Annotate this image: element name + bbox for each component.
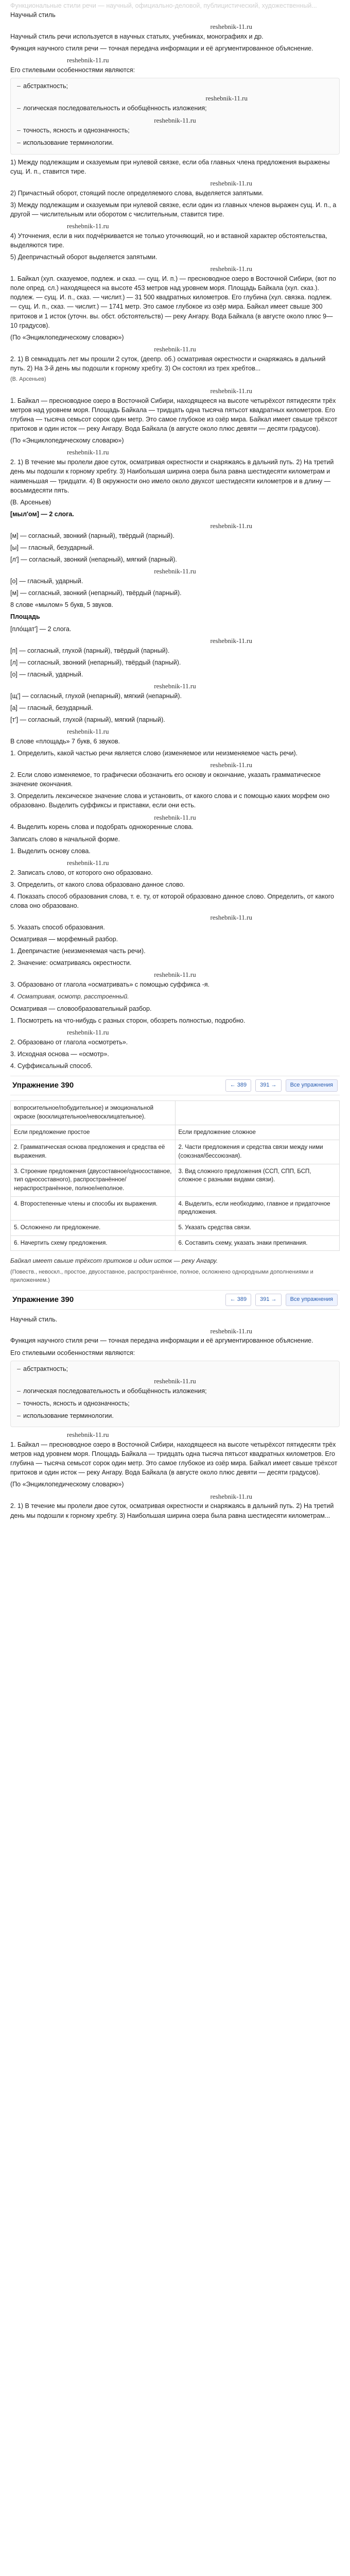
watermark-text: reshebnik-11.ru (210, 179, 252, 187)
table-cell (175, 1101, 340, 1125)
phon-row: [о] — гласный, ударный. (10, 670, 83, 678)
watermark-text: reshebnik-11.ru (154, 116, 196, 125)
rules-section (10, 158, 340, 262)
feature-item: – логическая последовательность и обобщённость изложения; (23, 104, 335, 113)
watermark-text: reshebnik-11.ru (154, 682, 196, 690)
phon-row: [м] — согласный, звонкий (парный), твёрдый (парный). (10, 532, 174, 539)
intro-line: Научный стиль речи используется в научных статьях, учебниках, монографиях и др. (10, 33, 264, 41)
morph-line: Осматривая — словообразовательный разбор. (10, 1005, 152, 1012)
table-cell: 6. Начертить схему предложения. (11, 1235, 176, 1251)
watermark-text: reshebnik-11.ru (210, 913, 252, 922)
feature-item: – абстрактность; (23, 81, 335, 91)
rule-item: 4) Уточнения, если в них подчёркивается не только уточняющий, но и вставной характер обстоятельства, выделяются тире. (10, 232, 327, 249)
watermark-text: reshebnik-11.ru (67, 1431, 109, 1439)
watermark-text: reshebnik-11.ru (210, 522, 252, 530)
morph-line: 1. Деепричастие (неизменяемая часть речи). (10, 947, 146, 955)
watermark-text: reshebnik-11.ru (154, 345, 196, 353)
analysis-table (10, 1100, 340, 1251)
morph-line: Осматривая — морфемный разбор. (10, 936, 118, 943)
morph-line: 4. Суффиксальный способ. (10, 1062, 93, 1070)
watermark-text: reshebnik-11.ru (67, 448, 109, 456)
watermark-text: reshebnik-11.ru (67, 222, 109, 230)
table-cell: 4. Выделить, если необходимо, главное и придаточное предложения. (175, 1196, 340, 1220)
watermark-text: reshebnik-11.ru (210, 636, 252, 645)
table-cell: 5. Указать средства связи. (175, 1220, 340, 1235)
table-cell: 4. Второстепенные члены и способы их выражения. (11, 1196, 176, 1220)
table-cell: вопросительное/побудительное) и эмоциональной окраске (восклицательное/невосклицательное). (11, 1101, 176, 1125)
rule-item: 1) Между подлежащим и сказуемым при нулевой связке, если оба главных члена предложения выражены сущ. И. п., ставится тире. (10, 158, 330, 175)
exercise-title: Упражнение 390 (12, 1295, 74, 1304)
exercise-title: Упражнение 390 (12, 1081, 74, 1090)
phon-row: [щ'] — согласный, глухой (непарный), мягкий (непарный). (10, 692, 182, 700)
phon-row: [т'] — согласный, глухой (парный), мягкий (парный). (10, 716, 165, 723)
table-cell: 2. Части предложения и средства связи между ними (союзная/бессоюзная). (175, 1140, 340, 1164)
next-exercise-button[interactable]: 391 → (255, 1079, 281, 1092)
morph-line: 3. Образовано от глагола «осматривать» с помощью суффикса -я. (10, 981, 210, 989)
morph-line: 4. Осматривая, осмотр, расстроенный. (10, 993, 129, 1001)
arseniev-annotated-text: 2. 1) В семнадцать лет мы прошли 2 суток, (деепр. об.) осматривая окрестности и снаряжаясь в дальний путь. 2) На 3-й день мы подошли к горному хребту. 3) Он состоял из трех хребтов... (10, 355, 326, 372)
watermark-text: reshebnik-11.ru (154, 1377, 196, 1385)
morph-line: Записать слово в начальной форме. (10, 835, 120, 843)
exercise-nav (10, 1076, 340, 1095)
repeat-arseniev: 2. 1) В течение мы пролели двое суток, осматривая окрестности и снаряжаясь в дальний путь. 2) На третий день мы подошли к горному хребту. 3) Наибольшая ширина озера была равна шестидесяти километрам... (10, 1502, 334, 1519)
morph-line: 4. Показать способ образования слова, т. е. ту, от которой образовано данное слово. Определить, от какого слова оно образовано. (10, 892, 334, 909)
table-cell: Если предложение сложное (175, 1125, 340, 1140)
table-cell: 5. Осложнено ли предложение. (11, 1220, 176, 1235)
table-cell: 6. Составить схему, указать знаки препинания. (175, 1235, 340, 1251)
phon-row: [л] — согласный, звонкий (непарный), твёрдый (парный). (10, 658, 181, 666)
intro-line: Научный стиль (10, 11, 56, 19)
table-row (11, 1101, 340, 1125)
baikal-annotated-text: 1. Байкал (хул. сказуемое, подлеж. и сказ. — сущ. И. п.) — пресноводное озеро в Восточной Сибири, (вот по поле опред. сл.) находящееся на высоте 453 метров над уровнем моря. Площадь Байкала (хул. сказ.). подлеж. — сущ. И. п., сказ. — числит.) — 31 500 квадратных километров. Его глубина (хул. связка. подлеж. — сущ. И. п., сказ. — числит.) — 1741 метр. Это самое глубокое из озёр мира. Байкал имеет свыше 300 притоков и 1 исток (уточн. вы. обст. обстоятельств) — реку Ангару. Вода Байкала (в августе около плюс 9—10 градусов). (10, 275, 336, 329)
phon-row: [ы] — гласный, безударный. (10, 544, 94, 551)
morph-line: 2. Если слово изменяемое, то графически обозначить его основу и окончание, указать грамматическое значение окончания. (10, 771, 321, 788)
watermark-text: reshebnik-11.ru (205, 94, 248, 103)
phonetic-analysis-2 (10, 612, 340, 746)
watermark-text: reshebnik-11.ru (210, 23, 252, 31)
repeat-line: Научный стиль. (10, 1315, 58, 1323)
watermark-text: reshebnik-11.ru (67, 858, 109, 867)
phon-row: [о] — гласный, ударный. (10, 578, 83, 585)
feature-item: – точность, ясность и однозначность; (23, 126, 335, 135)
exercise-nav-2 (10, 1290, 340, 1310)
intro-section (10, 10, 340, 154)
phon-word: Площадь (10, 613, 40, 621)
nav-controls (225, 1079, 338, 1092)
table-cell: 3. Строение предложения (двусоставное/односоставное, тип односоставного), распространённое/нераспространённое, полное/неполное. (11, 1164, 176, 1196)
phonetic-analysis-1 (10, 510, 340, 610)
morph-line: 1. Выделить основу слова. (10, 847, 91, 855)
repeat-section (10, 1315, 340, 1520)
rule-item: 5) Деепричастный оборот выделяется запятыми. (10, 253, 157, 261)
sentence-analysis (10, 1256, 340, 1284)
arseniev-source: (В. Арсеньев) (10, 498, 51, 506)
table-row (11, 1140, 340, 1164)
prev-exercise-button[interactable]: ← 389 (225, 1294, 251, 1306)
morph-line: 4. Выделить корень слова и подобрать однокоренные слова. (10, 823, 194, 831)
baikal-plain-text: 1. Байкал — пресноводное озеро в Восточной Сибири, находящееся на высоте четырёхсот пятидесяти трёх метров над уровнем моря. Площадь Байкала — тридцать одна тысяча пятьсот квадратных километров. Его глубина — тысяча семьсот сорок один метр. Это самое глубокое из озёр мира. Байкал имеет свыше трёхсот притоков и один исток — реку Ангару. Вода Байкала (в августе около плюс девяти — десяти градусов). (10, 397, 338, 433)
phon-row: [л'] — согласный, звонкий (непарный), мягкий (парный). (10, 556, 177, 564)
top-fade-text: Функциональные стили речи — научный, официально-деловой, публицистический, художественный... (10, 2, 317, 9)
watermark-text: reshebnik-11.ru (67, 727, 109, 736)
phon-row: 8 слове «мылом» 5 букв, 5 звуков. (10, 601, 113, 609)
watermark-text: reshebnik-11.ru (210, 761, 252, 769)
features-card (10, 78, 340, 154)
feature-item: – использование терминологии. (23, 1411, 335, 1420)
table-row (11, 1125, 340, 1140)
prev-exercise-button[interactable]: ← 389 (225, 1079, 251, 1092)
text-2-title: (В. Арсеньев) (10, 376, 46, 382)
feature-item: – точность, ясность и однозначность; (23, 1399, 335, 1408)
watermark-text: reshebnik-11.ru (210, 1492, 252, 1500)
phon-row: [м] — согласный, звонкий (непарный), твёрдый (парный). (10, 589, 182, 597)
phon-row: [а] — гласный, безударный. (10, 704, 93, 711)
table-cell: 3. Вид сложного предложения (ССП, СПП, БСП, сложное с разными видами связи). (175, 1164, 340, 1196)
morph-section (10, 749, 340, 1071)
features-card (10, 1361, 340, 1427)
phon-row: [п] — согласный, глухой (парный), твёрдый (парный). (10, 647, 170, 654)
table-cell: Если предложение простое (11, 1125, 176, 1140)
morph-line: 2. Значение: осматриваясь окрестности. (10, 959, 132, 967)
analysis-note: (Повеств., невоскл., простое, двусоставное, распространённое, полное, осложнено однородными дополнениями и приложением.) (10, 1268, 313, 1283)
next-exercise-button[interactable]: 391 → (255, 1294, 281, 1306)
morph-line: 3. Определить, от какого слова образовано данное слово. (10, 880, 185, 888)
morph-line: 2. Образовано от глагола «осмотреть». (10, 1038, 128, 1046)
feature-item: – использование терминологии. (23, 138, 335, 147)
morph-line: 2. Записать слово, от которого оно образовано. (10, 869, 153, 876)
phon-row: В слове «площадь» 7 букв, 6 звуков. (10, 737, 120, 745)
table-row (11, 1196, 340, 1220)
intro-line: Его стилевыми особенностями являются: (10, 66, 135, 74)
baikal-source: (По «Энциклопедическому словарю») (10, 437, 124, 445)
repeat-source: (По «Энциклопедическому словарю») (10, 1481, 124, 1488)
feature-item: – абстрактность; (23, 1364, 335, 1374)
repeat-line: Функция научного стиля речи — точная передача информации и её аргументированное объяснение. (10, 1337, 313, 1345)
morph-line: 3. Исходная основа — «осмотр». (10, 1050, 109, 1058)
repeat-baikal: 1. Байкал — пресноводное озеро в Восточной Сибири, находящееся на высоте четырёхсот пятидесяти трёх метров над уровнем моря. Площадь Байкала — тридцать одна тысяча пятьсот квадратных километров. Его глубина — тысяча семьсот сорок один метр. Это самое глубокое из озёр мира. Байкал имеет свыше трёхсот притоков и один исток — реку Ангару. Вода Байкала (в августе около плюс девяти — десяти градусов). (10, 1440, 338, 1477)
watermark-text: reshebnik-11.ru (210, 1327, 252, 1335)
watermark-text: reshebnik-11.ru (67, 1028, 109, 1037)
all-exercises-button[interactable]: Все упражнения (286, 1294, 338, 1306)
all-exercises-button[interactable]: Все упражнения (286, 1079, 338, 1092)
baikal-source: (По «Энциклопедическому словарю») (10, 333, 124, 341)
baikal-annotated (10, 264, 340, 373)
table-row (11, 1164, 340, 1196)
morph-line: 1. Определить, какой частью речи является слово (изменяемое или неизменяемое часть речи). (10, 750, 298, 757)
text-2 (10, 376, 340, 507)
watermark-text: reshebnik-11.ru (210, 265, 252, 273)
watermark-text: reshebnik-11.ru (154, 813, 196, 821)
page (10, 0, 340, 1533)
phon-title: [пло́щат'] — 2 слога. (10, 625, 72, 633)
watermark-text: reshebnik-11.ru (210, 386, 252, 395)
morph-line: 1. Посмотреть на что-нибудь с разных сторон, обозреть полностью, подробно. (10, 1016, 246, 1024)
phon-word: [мыл'ом] — 2 слога. (10, 510, 74, 518)
feature-item: – логическая последовательность и обобщённость изложения; (23, 1386, 335, 1396)
nav-controls (225, 1294, 338, 1306)
table-cell: 2. Грамматическая основа предложения и средства её выражения. (11, 1140, 176, 1164)
watermark-text: reshebnik-11.ru (154, 971, 196, 979)
table-row (11, 1235, 340, 1251)
rule-item: 3) Между подлежащим и сказуемым при нулевой связке, если один из главных членов выражен сущ. И. п., а другой — числительным или оборотом с числительным, ставится тире. (10, 201, 337, 218)
rule-item: 2) Причастный оборот, стоящий после определяемого слова, выделяется запятыми. (10, 189, 264, 197)
intro-line: Функция научного стиля речи — точная передача информации и её аргументированное объяснение. (10, 45, 313, 53)
watermark-text: reshebnik-11.ru (67, 56, 109, 64)
arseniev-plain-text: 2. 1) В течение мы пролели двое суток, осматривая окрестности и снаряжаясь в дальний путь. 2) На третий день мы подошли к горному хребту. 3) Наибольшая ширина озера была равна шестидесяти километрам и наименьшая — тридцати. 4) В окружности оно имело около двухсот шестидесяти километров и в длину — восьмидесяти пять. (10, 459, 334, 494)
watermark-text: reshebnik-11.ru (154, 567, 196, 575)
morph-line: 5. Указать способ образования. (10, 923, 105, 931)
morph-line: 3. Определить лексическое значение слова и установить, от какого слова и с помощью каких морфем оно образовано. Выделить суффиксы и приставки, если они есть. (10, 792, 330, 809)
table-row (11, 1220, 340, 1235)
repeat-line: Его стилевыми особенностями являются: (10, 1349, 135, 1357)
analyzed-sentence: Байкал имеет свыше трёхсот притоков и один исток — реку Ангару. (10, 1257, 218, 1265)
